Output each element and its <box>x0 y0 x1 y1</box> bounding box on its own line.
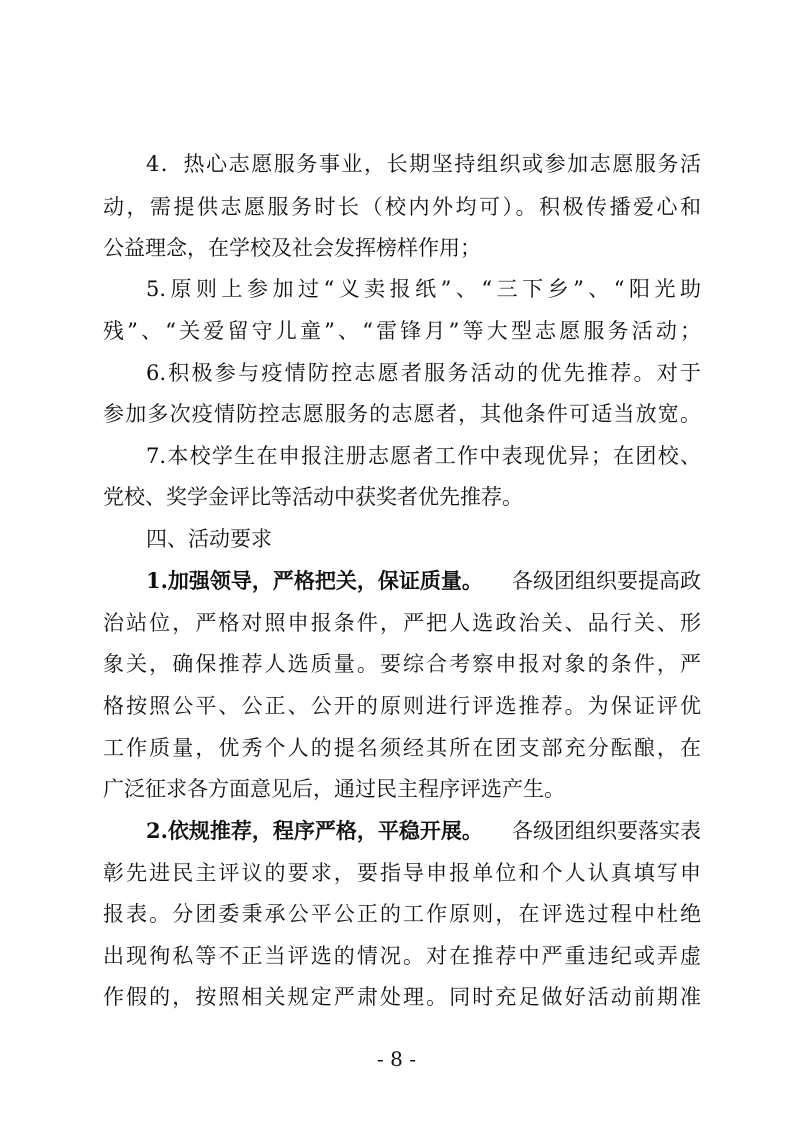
requirement-2-line-1 <box>146 816 701 846</box>
criterion-6-line-2: 参加多次疫情防控志愿服务的志愿者，其他条件可适当放宽。 <box>103 402 701 426</box>
criterion-7-line-2: 党校、奖学金评比等活动中获奖者优先推荐。 <box>103 485 523 509</box>
requirement-1-line-1-text: 各级团组织要提高政 <box>512 569 701 593</box>
criterion-6-line-1: 6.积极参与疫情防控志愿者服务活动的优先推荐。对于 <box>146 361 701 385</box>
criterion-4-line-1: 4．热心志愿服务事业，长期坚持组织或参加志愿服务活 <box>146 152 701 176</box>
requirement-1-line-6: 广泛征求各方面意见后，通过民主程序评选产生。 <box>103 777 565 801</box>
criterion-5-line-2: 残”、“关爱留守儿童”、“雷锋月”等大型志愿服务活动； <box>103 319 701 343</box>
criterion-4-line-3: 公益理念，在学校及社会发挥榜样作用； <box>103 236 481 260</box>
requirement-2-line-4: 出现徇私等不正当评选的情况。对在推荐中严重违纪或弄虚 <box>103 944 701 968</box>
requirement-1-line-1 <box>146 566 701 596</box>
section-heading-activity-requirements: 四、活动要求 <box>146 527 272 551</box>
requirement-1-line-2: 治站位，严格对照申报条件，严把人选政治关、品行关、形 <box>103 611 701 635</box>
requirement-2-line-5: 作假的，按照相关规定严肃处理。同时充足做好活动前期准 <box>103 985 701 1009</box>
requirement-1-lead: 1.加强领导，严格把关，保证质量。 <box>146 568 483 593</box>
requirement-2-line-2: 彰先进民主评议的要求，要指导申报单位和个人认真填写申 <box>103 861 701 885</box>
requirement-1-line-3: 象关，确保推荐人选质量。要综合考察申报对象的条件，严 <box>103 652 701 676</box>
requirement-1-line-5: 工作质量，优秀个人的提名须经其所在团支部充分酝酿，在 <box>103 736 701 760</box>
requirement-2-lead: 2.依规推荐，程序严格，平稳开展。 <box>146 818 483 843</box>
criterion-5-line-1: 5.原则上参加过“义卖报纸”、“三下乡”、“阳光助 <box>146 277 701 301</box>
requirement-2-line-3: 报表。分团委秉承公平公正的工作原则，在评选过程中杜绝 <box>103 902 701 926</box>
criterion-4-line-2: 动，需提供志愿服务时长（校内外均可）。积极传播爱心和 <box>103 195 701 219</box>
page-number: - 8 - <box>377 1047 416 1071</box>
criterion-7-line-1: 7.本校学生在申报注册志愿者工作中表现优异；在团校、 <box>146 444 701 468</box>
requirement-1-line-4: 格按照公平、公正、公开的原则进行评选推荐。为保证评优 <box>103 694 701 718</box>
requirement-2-line-1-text: 各级团组织要落实表 <box>512 819 701 843</box>
